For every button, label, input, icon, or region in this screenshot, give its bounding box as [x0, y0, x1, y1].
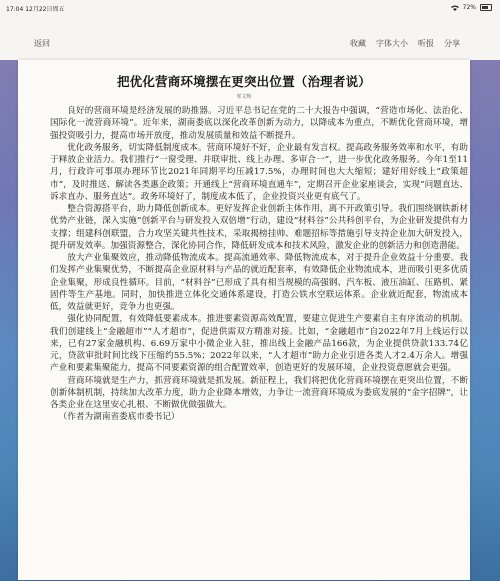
article-body: [50, 105, 468, 424]
battery-icon: [480, 4, 492, 11]
status-time-date: [6, 4, 65, 13]
status-bar: [0, 0, 500, 20]
back-button[interactable]: 返回: [34, 39, 50, 48]
listen-button[interactable]: 听报: [418, 39, 434, 48]
article-page: [18, 60, 470, 580]
nav-bar: [0, 20, 500, 60]
article-footer: （作者为湖南省娄底市委书记）: [58, 412, 180, 423]
article-paragraph: 良好的营商环境是经济发展的助推器。习近平总书记在党的二十大报告中强调，“营造市场化、法治化、国际化一流营商环境”。近年来，湖南娄底以深化改革创新为动力，以降成本为重点，不断优化营商环境，增强投资吸引力，提高市场开放度，推动发展质量和效益不断提升。: [50, 106, 468, 141]
favorite-button[interactable]: 收藏: [350, 39, 366, 48]
article-title: 把优化营商环境摆在更突出位置（治理者说）: [116, 74, 371, 89]
share-button[interactable]: 分享: [444, 39, 460, 48]
article-paragraph: 优化政务服务，切实降低制度成本。营商环境好不好，企业最有发言权。提高政务服务效率和水平，有助于释放企业活力。我们推行“一窗受理、并联审批、线上办理、多审合一”，进一步优化政务服务。今年1至11月，行政许可事项办理环节比2021年同期平均压减17.5%，办理时间也大大缩短；建好用好线上“政策超市”，及时推送、解读各类惠企政策；开通线上“营商环境直通车”，定期召开企业家座谈会，实现“问题直达、诉求直办、服务直达”。政务环境好了，制度成本低了，企业投资兴业更有底气了。: [50, 142, 468, 202]
article-paragraph: 强化协同配置，有效降低要素成本。推进要素资源高效配置，要建立促进生产要素自主有序流动的机制。我们创建线上“金融超市”“人才超市”，促进供需双方精准对接。比如，“金融超市”自2022年7月上线运行以来，已有27家金融机构、6.69万家中小微企业入驻，推出线上金融产品166款，为企业提供贷款133.74亿元，贷款审批时间比线下压缩约55.5%；2022年以来，“人才超市”助力企业引进各类人才2.4万余人。增强产业和要素集聚能力，提高不同要素资源的组合配置效率，创造更好的发展环境，企业投资意愿就会更强。: [50, 314, 468, 374]
article-paragraph: 放大产业集聚效应，推动降低物流成本。提高流通效率、降低物流成本，对于提升企业效益十分重要。我们发挥产业集聚优势，不断提高企业原材料与产品的就近配套率，有效降低企业物流成本，进而吸引更多优质企业集聚，形成良性循环。目前，“材料谷”已形成了具有相当规模的高强钢、汽车板、液压油缸、压路机、紧固件等生产基地。同时，加快推进立体化交通体系建设，打造公铁水空联运体系。企业就近配套，物流成本低，效益就更好，竞争力也更强。: [50, 253, 468, 312]
article-author: 邹文辉: [236, 94, 252, 100]
nav-actions: [350, 38, 460, 49]
wifi-icon: [451, 5, 459, 11]
status-time: 17:04: [6, 6, 24, 13]
article-paragraph: 整合资源搭平台，助力降低创新成本。更好发挥企业创新主体作用，离不开政策引导。我们围绕钢铁新材优势产业链，深入实施“创新平台与研发投入双倍增”行动，建设“材料谷”公共科创平台，为企业研发提供有力支撑；组建科创联盟，合力攻坚关键共性技术，采取揭榜挂帅、难题招标等措施引导支持企业加大研发投入，提升研发效率。加强资源整合，深化协同合作，降低研发成本和技术风险，激发企业的创新活力和创造潜能。: [50, 204, 468, 251]
font-size-button[interactable]: 字体大小: [376, 39, 408, 48]
battery-percent: 72%: [462, 4, 476, 11]
article-paragraph: 营商环境就是生产力，抓营商环境就是抓发展。新征程上，我们将把优化营商环境摆在更突出位置，不断创新体制机制，持续加大改革力度，助力企业降本增效，力争让一流营商环境成为娄底发展的“金字招牌”，让各类企业在这里安心扎根、不断做优做强做大。: [50, 375, 468, 410]
status-date: 12月22日周五: [25, 6, 65, 13]
status-right: [451, 4, 492, 11]
